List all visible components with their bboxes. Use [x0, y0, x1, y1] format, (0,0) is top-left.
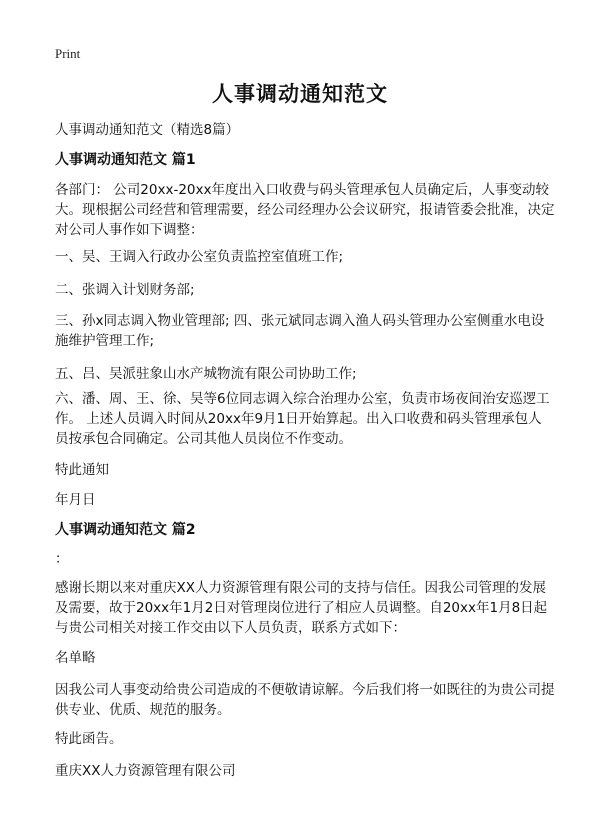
section1-closing: 特此通知 [55, 462, 109, 478]
section2-body1: 感谢长期以来对重庆XX人力资源管理有限公司的支持与信任。因我公司管理的发展及需要，故于20xx年1月2日对管理岗位进行了相应人员调整。自20xx年1月8日起与贵公司相关对接工作交由以下人员负责，联系方式如下： [55, 580, 548, 636]
section2-namelist: 名单略 [55, 650, 96, 666]
section1-date: 年月日 [55, 492, 96, 508]
document-subtitle: 人事调动通知范文（精选8篇） [55, 122, 240, 138]
section1-heading: 人事调动通知范文 篇1 [55, 152, 196, 168]
section2-body2: 因我公司人事变动给贵公司造成的不便敬请谅解。今后我们将一如既往的为贵公司提供专业、优质、规范的服务。 [55, 682, 555, 718]
section1-item3: 三、孙x同志调入物业管理部; 四、张元斌同志调入渔人码头管理办公室侧重水电设施维护管理工作; [55, 313, 545, 349]
section1-item5: 六、潘、周、王、徐、吴等6位同志调入综合治理办公室，负责市场夜间治安巡逻工作。 上述人员调入时间从20xx年9月1日开始算起。出入口收费和码头管理承包人员按承包合同确定。公司其他人员岗位不作变动。 [55, 391, 550, 447]
section2-company: 重庆XX人力资源管理有限公司 [55, 763, 236, 779]
section1-item1: 一、吴、王调入行政办公室负责监控室值班工作; [55, 249, 344, 265]
document-title: 人事调动通知范文 [212, 82, 388, 106]
section2-colon: ： [55, 551, 69, 567]
section1-item4: 五、吕、吴派驻象山水产城物流有限公司协助工作; [55, 366, 357, 382]
section2-heading: 人事调动通知范文 篇2 [55, 522, 196, 538]
print-label: Print [55, 46, 81, 61]
section2-closing: 特此函告。 [55, 731, 123, 747]
section1-item2: 二、张调入计划财务部; [55, 282, 195, 298]
section1-intro: 各部门： 公司20xx-20xx年度出入口收费与码头管理承包人员确定后，人事变动较大。现根据公司经营和管理需要，经公司经理办公会议研究，报请管委会批准，决定对公司人事作如下调整： [55, 182, 555, 238]
